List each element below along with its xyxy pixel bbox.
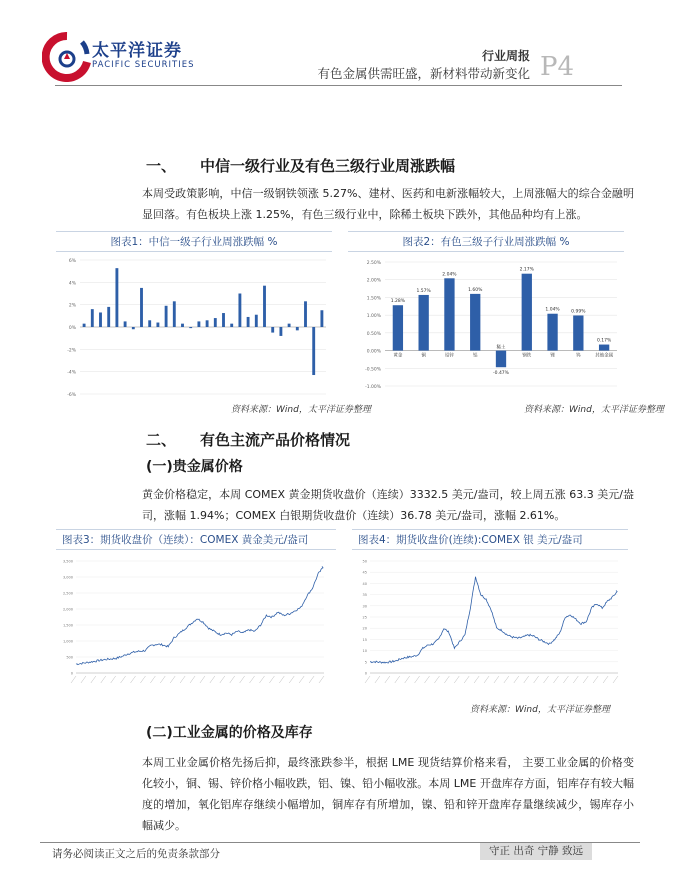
y-tick-label: 2% bbox=[68, 303, 76, 309]
y-tick-label: 1.00% bbox=[366, 314, 381, 320]
bar bbox=[288, 324, 291, 327]
bar bbox=[156, 323, 159, 327]
x-tick-label bbox=[240, 676, 245, 683]
y-tick-label: 2.00% bbox=[366, 278, 381, 284]
section1-title: 中信一级行业及有色三级行业周涨跌幅 bbox=[200, 157, 456, 175]
y-tick-label: 50 bbox=[362, 559, 367, 564]
x-tick-label bbox=[573, 676, 578, 683]
data-label: 1.57% bbox=[416, 288, 431, 294]
bar bbox=[296, 327, 299, 330]
category-label: 钨 bbox=[576, 353, 581, 359]
y-tick-label: 6% bbox=[68, 259, 76, 264]
bar bbox=[496, 351, 506, 368]
figure2-caption: 图表2：有色三级子行业周涨跌幅 % bbox=[348, 231, 624, 252]
bar bbox=[107, 307, 110, 327]
bar bbox=[230, 324, 233, 327]
y-tick-label: 2,500 bbox=[62, 591, 73, 596]
subsection2-title: (二)工业金属的价格及库存 bbox=[146, 725, 313, 741]
x-tick-label bbox=[494, 676, 499, 683]
bar bbox=[255, 315, 258, 327]
x-tick-label bbox=[405, 676, 410, 683]
y-tick-label: 20 bbox=[362, 626, 367, 631]
bar bbox=[132, 327, 135, 329]
category-label: 钢铁 bbox=[522, 353, 532, 359]
bar bbox=[320, 310, 323, 327]
x-tick-label bbox=[81, 676, 86, 683]
category-label: 铝 bbox=[472, 353, 478, 359]
bar bbox=[173, 301, 176, 327]
y-tick-label: 3,500 bbox=[62, 559, 73, 564]
x-tick-label bbox=[613, 676, 618, 683]
bar bbox=[470, 294, 480, 351]
x-tick-label bbox=[434, 676, 439, 683]
x-tick-label bbox=[375, 676, 380, 683]
x-tick-label bbox=[180, 676, 185, 683]
x-tick-label bbox=[220, 676, 225, 683]
x-tick-label bbox=[140, 676, 145, 683]
x-tick-label bbox=[289, 676, 294, 683]
y-tick-label: -0.50% bbox=[365, 367, 381, 373]
report-title: 有色金属供需旺盛，新材料带动新变化 bbox=[317, 66, 530, 81]
y-tick-label: 30 bbox=[362, 604, 367, 609]
figure4-source: 资料来源：Wind，太平洋证券整理 bbox=[470, 705, 610, 715]
x-tick-label bbox=[299, 676, 304, 683]
x-tick-label bbox=[603, 676, 608, 683]
y-tick-label: 1.50% bbox=[366, 296, 381, 302]
y-tick-label: 10 bbox=[362, 649, 367, 654]
x-tick-label bbox=[309, 676, 314, 683]
data-label: 1.60% bbox=[468, 287, 483, 293]
y-tick-label: 1,500 bbox=[62, 623, 73, 628]
bar bbox=[599, 345, 609, 351]
data-label: 1.04% bbox=[545, 307, 560, 313]
data-label: 2.04% bbox=[442, 272, 457, 278]
bar bbox=[238, 294, 241, 328]
data-label: 0.99% bbox=[571, 309, 586, 315]
bar bbox=[214, 318, 217, 327]
x-tick-label bbox=[484, 676, 489, 683]
bar bbox=[271, 327, 274, 333]
x-tick-label bbox=[71, 676, 76, 683]
bar bbox=[197, 321, 200, 327]
category-label: 铜 bbox=[421, 353, 426, 359]
page-number: P4 bbox=[540, 52, 575, 82]
bar bbox=[444, 278, 454, 350]
footer-motto: 守正 出奇 宁静 致远 bbox=[480, 843, 592, 860]
x-tick-label bbox=[563, 676, 568, 683]
x-tick-label bbox=[200, 676, 205, 683]
x-tick-label bbox=[279, 676, 284, 683]
figure1-source: 资料来源：Wind，太平洋证券整理 bbox=[231, 405, 371, 415]
x-tick-label bbox=[91, 676, 96, 683]
bar bbox=[279, 327, 282, 336]
x-tick-label bbox=[544, 676, 549, 683]
y-tick-label: 15 bbox=[362, 637, 367, 642]
y-tick-label: 500 bbox=[66, 655, 73, 660]
y-tick-label: -4% bbox=[67, 370, 76, 376]
y-tick-label: 0 bbox=[70, 671, 73, 676]
bar bbox=[222, 313, 225, 327]
x-tick-label bbox=[319, 676, 324, 683]
category-label: 稀土 bbox=[496, 345, 506, 351]
x-tick-label bbox=[190, 676, 195, 683]
section2-heading bbox=[146, 429, 350, 450]
figure4-caption: 图表4：期货收盘价(连续):COMEX 银 美元/盎司 bbox=[352, 529, 628, 550]
x-tick-label bbox=[553, 676, 558, 683]
bar bbox=[247, 317, 250, 327]
x-tick-label bbox=[514, 676, 519, 683]
bar bbox=[573, 315, 583, 350]
y-tick-label: 40 bbox=[362, 581, 367, 586]
x-tick-label bbox=[250, 676, 255, 683]
section2-title: 有色主流产品价格情况 bbox=[200, 431, 351, 449]
x-tick-label bbox=[259, 676, 264, 683]
figure1-chart bbox=[58, 254, 330, 401]
figure1-caption: 图表1：中信一级子行业周涨跌幅 % bbox=[56, 231, 332, 252]
y-tick-label: 4% bbox=[68, 281, 76, 287]
y-tick-label: -2% bbox=[67, 348, 76, 354]
report-type: 行业周报 bbox=[481, 49, 530, 63]
x-tick-label bbox=[111, 676, 116, 683]
y-tick-label: 45 bbox=[362, 570, 367, 575]
subsection2-paragraph: 本周工业金属价格先扬后抑，最终涨跌参半，根据 LME 现货结算价格来看， 主要工业金属的价格变化较小，铜、锡、锌价格小幅收跌，铝、镍、铅小幅收涨。本周 LME 开盘库存方面，铝库存有较大幅度的增加，氧化铝库存继续小幅增加，铜库存有所增加，镍、铅和锌开盘库存量继续减少，锡库存小幅减少。 bbox=[142, 756, 634, 832]
x-tick-label bbox=[395, 676, 400, 683]
y-tick-label: 3,000 bbox=[62, 575, 73, 580]
x-tick-label bbox=[101, 676, 106, 683]
x-tick-label bbox=[365, 676, 370, 683]
figure4-chart bbox=[352, 555, 624, 695]
x-tick-label bbox=[385, 676, 390, 683]
x-tick-label bbox=[170, 676, 175, 683]
figure2-chart bbox=[355, 254, 623, 394]
x-tick-label bbox=[454, 676, 459, 683]
bar bbox=[148, 320, 151, 327]
x-tick-label bbox=[269, 676, 274, 683]
x-tick-label bbox=[534, 676, 539, 683]
pacific-securities-logo bbox=[42, 32, 92, 82]
section2-number: 二、 bbox=[146, 431, 177, 449]
x-tick-label bbox=[464, 676, 469, 683]
bar bbox=[419, 295, 429, 351]
figure2-source: 资料来源：Wind，太平洋证券整理 bbox=[524, 405, 664, 415]
x-tick-label bbox=[415, 676, 420, 683]
category-label: 锂 bbox=[550, 353, 555, 359]
bar bbox=[393, 305, 403, 350]
price-line bbox=[76, 566, 323, 664]
x-tick-label bbox=[583, 676, 588, 683]
bar bbox=[206, 320, 209, 327]
y-tick-label: 5 bbox=[364, 660, 367, 665]
subsection1-title: (一)贵金属价格 bbox=[146, 459, 243, 475]
section1-heading bbox=[146, 155, 455, 176]
y-tick-label: 2.50% bbox=[366, 261, 381, 266]
bar bbox=[312, 327, 315, 375]
section1-number: 一、 bbox=[146, 157, 177, 175]
x-tick-label bbox=[131, 676, 136, 683]
bar bbox=[522, 274, 532, 351]
subsection1-paragraph: 黄金价格稳定，本周 COMEX 黄金期货收盘价（连续）3332.5 美元/盎司，较上周五涨 63.3 美元/盎司，涨幅 1.94%；COMEX 白银期货收盘价（连续）36.78 美元/盎司，涨幅 2.61%。 bbox=[142, 488, 634, 522]
figure3-caption: 图表3：期货收盘价（连续）：COMEX 黄金美元/盎司 bbox=[56, 529, 336, 550]
bar bbox=[189, 327, 192, 328]
y-tick-label: 1,000 bbox=[62, 639, 73, 644]
y-tick-label: 0.50% bbox=[366, 331, 381, 337]
x-tick-label bbox=[150, 676, 155, 683]
y-tick-label: 0.00% bbox=[366, 349, 381, 355]
brand-name-en: PACIFIC SECURITIES bbox=[92, 60, 195, 70]
bar bbox=[99, 312, 102, 327]
x-tick-label bbox=[160, 676, 165, 683]
category-label: 黄金 bbox=[393, 353, 403, 359]
y-tick-label: 0% bbox=[68, 326, 76, 331]
figure3-chart bbox=[58, 555, 330, 695]
x-tick-label bbox=[444, 676, 449, 683]
bar bbox=[263, 286, 266, 327]
y-tick-label: 0 bbox=[364, 671, 367, 676]
category-label: 其他金属 bbox=[595, 353, 614, 359]
bar bbox=[181, 324, 184, 327]
y-tick-label: 2,000 bbox=[62, 607, 73, 612]
bar bbox=[304, 301, 307, 327]
x-tick-label bbox=[474, 676, 479, 683]
data-label: 2.17% bbox=[519, 267, 534, 273]
bar bbox=[165, 306, 168, 327]
bar bbox=[547, 314, 557, 351]
price-line bbox=[370, 577, 617, 663]
y-tick-label: 25 bbox=[362, 615, 367, 620]
footer-disclaimer: 请务必阅读正文之后的免责条款部分 bbox=[52, 848, 220, 860]
bar bbox=[91, 309, 94, 327]
section1-paragraph: 本周受政策影响，中信一级钢铁领涨 5.27%、建材、医药和电新涨幅较大，上周涨幅大的综合金融明显回落。有色板块上涨 1.25%，有色三级行业中，除稀土板块下跌外，其他品种均有上涨。 bbox=[142, 187, 634, 221]
data-label: 0.17% bbox=[596, 338, 612, 344]
brand-name-cn: 太平洋证券 bbox=[92, 41, 182, 61]
data-label: -0.47% bbox=[493, 371, 509, 377]
category-label: 铅锌 bbox=[444, 353, 454, 359]
y-tick-label: -1.00% bbox=[365, 385, 381, 390]
x-tick-label bbox=[230, 676, 235, 683]
bar bbox=[140, 288, 143, 327]
data-label: 1.28% bbox=[390, 299, 406, 305]
bar bbox=[124, 321, 127, 327]
bar bbox=[83, 324, 86, 327]
x-tick-label bbox=[425, 676, 430, 683]
header-divider bbox=[55, 85, 622, 86]
x-tick-label bbox=[504, 676, 509, 683]
x-tick-label bbox=[121, 676, 126, 683]
y-tick-label: -6% bbox=[67, 393, 76, 398]
bar bbox=[115, 268, 118, 327]
x-tick-label bbox=[210, 676, 215, 683]
y-tick-label: 35 bbox=[362, 593, 367, 598]
x-tick-label bbox=[593, 676, 598, 683]
x-tick-label bbox=[524, 676, 529, 683]
